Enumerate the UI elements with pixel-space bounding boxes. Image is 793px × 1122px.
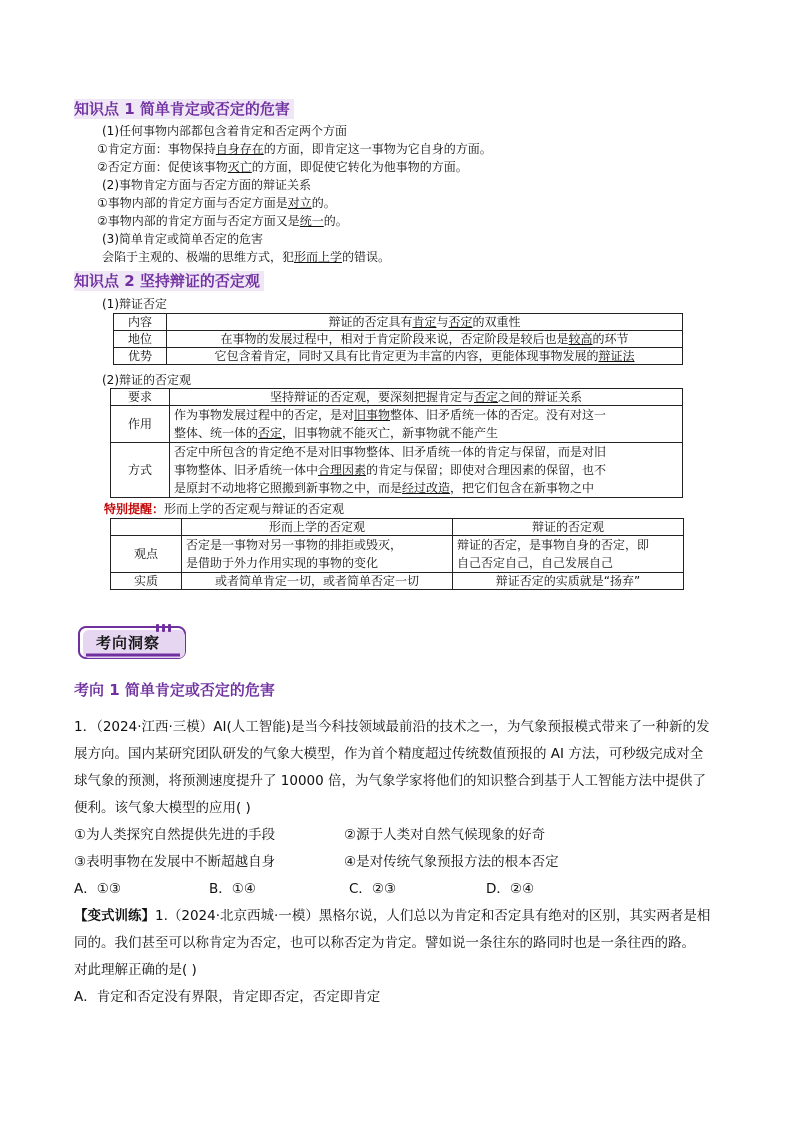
kp1-line: ②事物内部的肯定方面与否定方面又是统一的。 xyxy=(97,214,348,228)
answer-choice: D．②④ xyxy=(486,881,535,897)
question-line: 展方向。国内某研究团队研发的气象大模型，作为首个精度超过传统数值预报的 AI 方法，可秒级完成对全 xyxy=(74,746,704,762)
kp2-title: 知识点 2 坚持辩证的否定观 xyxy=(74,271,264,291)
negation-view-table xyxy=(110,388,683,498)
statement-option: ①为人类探究自然提供先进的手段 xyxy=(74,827,276,843)
column-header: 形而上学的否定观 xyxy=(182,519,453,536)
column-header: 辩证的否定观 xyxy=(453,519,684,536)
kp1-line: (2)事物肯定方面与否定方面的辩证关系 xyxy=(102,178,311,192)
direction-title: 考向 1 简单肯定或否定的危害 xyxy=(74,681,275,699)
row-key: 作用 xyxy=(111,406,170,443)
special-hint: 特别提醒：形而上学的否定观与辩证的否定观 xyxy=(104,502,345,516)
statement-option: ③表明事物在发展中不断超越自身 xyxy=(74,854,276,870)
kp1-line: ①事物内部的肯定方面与否定方面是对立的。 xyxy=(97,196,336,210)
kp1-line: (3)简单肯定或简单否定的危害 xyxy=(102,232,263,246)
row-key: 要求 xyxy=(111,389,170,406)
answer-choice: A．肯定和否定没有界限，肯定即否定，否定即肯定 xyxy=(74,989,381,1005)
row-value: 辩证的否定具有肯定与否定的双重性 xyxy=(167,314,683,331)
statement-option: ②源于人类对自然气候现象的好奇 xyxy=(344,827,546,843)
row-key: 优势 xyxy=(114,348,167,365)
question-line: 对此理解正确的是( ) xyxy=(74,962,197,978)
kp2-section: (1)辩证否定 xyxy=(102,297,167,311)
answer-choice: A．①③ xyxy=(74,881,121,897)
row-value: 辩证否定的实质就是“扬弃” xyxy=(453,573,684,590)
answer-choice: B．①④ xyxy=(209,881,256,897)
row-value: 否定中所包含的肯定绝不是对旧事物整体、旧矛盾统一体的肯定与保留，而是对旧 事物整体、旧矛盾统一体中合理因素的肯定与保留；即使对合理因素的保留，也不 是原封不动地将它照搬到新事物之中，而是经过改造，把它们包含在新事物之中 xyxy=(170,443,683,498)
question-line: 球气象的预测，将预测速度提升了 10000 倍，为气象学家将他们的知识整合到基于人工智能方法中提供了 xyxy=(74,773,707,789)
row-value: 作为事物发展过程中的否定，是对旧事物整体、旧矛盾统一体的否定。没有对这一 整体、统一体的否定，旧事物就不能灭亡，新事物就不能产生 xyxy=(170,406,683,443)
row-key: 观点 xyxy=(111,536,182,573)
row-value: 坚持辩证的否定观，要深刻把握肯定与否定之间的辩证关系 xyxy=(170,389,683,406)
statement-option: ④是对传统气象预报方法的根本否定 xyxy=(344,854,559,870)
badge-label: 考向洞察 xyxy=(96,634,161,652)
kp1-line: 会陷于主观的、极端的思维方式，犯形而上学的错误。 xyxy=(102,250,391,264)
row-key: 地位 xyxy=(114,331,167,348)
kp1-line: (1)任何事物内部都包含着肯定和否定两个方面 xyxy=(102,124,347,138)
row-value: 否定是一事物对另一事物的排拒或毁灭， 是借助于外力作用实现的事物的变化 xyxy=(182,536,453,573)
kp1-line: ①肯定方面：事物保持自身存在的方面，即肯定这一事物为它自身的方面。 xyxy=(97,142,492,156)
corner-cell xyxy=(111,519,182,536)
comparison-table xyxy=(110,518,684,590)
kp1-title: 知识点 1 简单肯定或否定的危害 xyxy=(74,99,294,119)
row-value: 它包含着肯定，同时又具有比肯定更为丰富的内容，更能体现事物发展的辩证法 xyxy=(167,348,683,365)
row-key: 内容 xyxy=(114,314,167,331)
row-value: 或者简单肯定一切，或者简单否定一切 xyxy=(182,573,453,590)
row-value: 在事物的发展过程中，相对于肯定阶段来说，否定阶段是较后也是较高的环节 xyxy=(167,331,683,348)
kp1-line: ②否定方面：促使该事物灭亡的方面，即促使它转化为他事物的方面。 xyxy=(97,160,468,174)
answer-choice: C．②③ xyxy=(349,881,397,897)
row-key: 方式 xyxy=(111,443,170,498)
dialectical-negation-table xyxy=(113,313,683,365)
question-line: 1．（2024·江西·三模）AI(人工智能)是当今科技领域最前沿的技术之一，为气象预报模式带来了一种新的发 xyxy=(74,719,710,735)
question-line: 【变式训练】1.（2024·北京西城·一模）黑格尔说，人们总以为肯定和否定具有绝对的区别，其实两者是相 xyxy=(74,908,711,924)
row-value: 辩证的否定，是事物自身的否定，即 自己否定自己，自己发展自己 xyxy=(453,536,684,573)
question-line: 同的。我们甚至可以称肯定为否定，也可以称否定为肯定。譬如说一条往东的路同时也是一条往西的路。 xyxy=(74,935,695,951)
kp2-section: (2)辩证的否定观 xyxy=(102,373,191,387)
question-line: 便利。该气象大模型的应用( ) xyxy=(74,800,251,816)
badge-ring-icon xyxy=(156,624,171,632)
row-key: 实质 xyxy=(111,573,182,590)
